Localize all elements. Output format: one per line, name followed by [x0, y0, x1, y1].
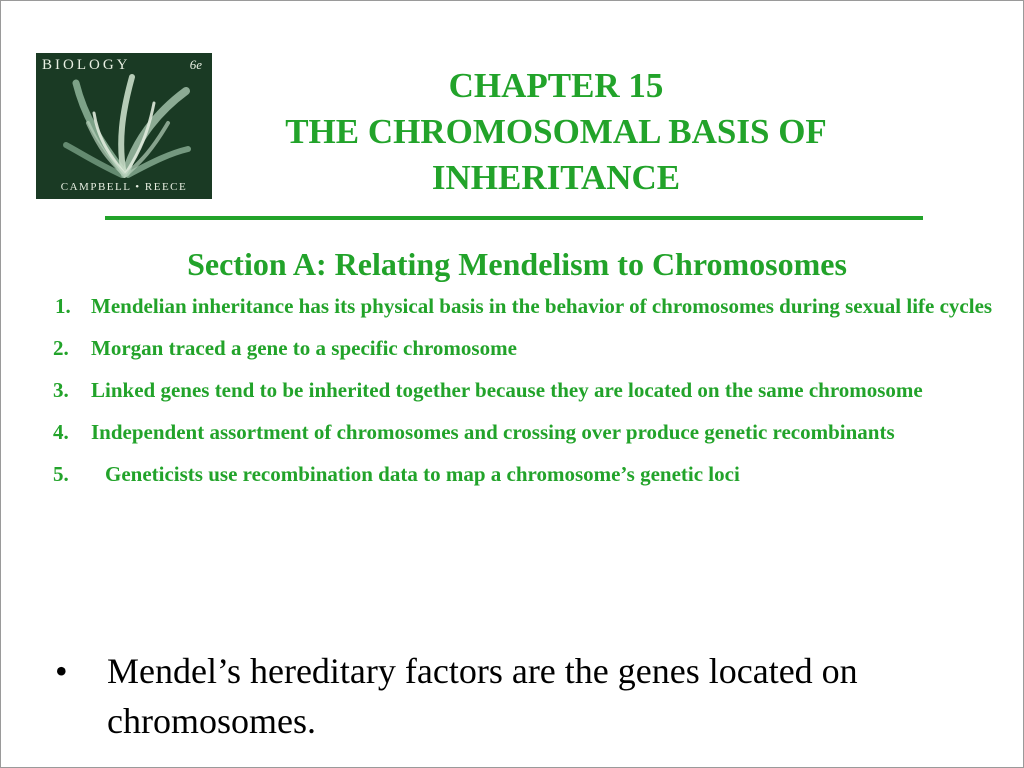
outline-item-text: Mendelian inheritance has its physical basis in the behavior of chromosomes during sexual life cycles: [91, 294, 993, 318]
bullet-point: [53, 646, 1013, 746]
bullet-text: Mendel’s hereditary factors are the genes located on chromosomes.: [107, 651, 858, 741]
chapter-title-line-1: CHAPTER 15: [448, 66, 664, 105]
outline-item-text: Independent assortment of chromosomes and crossing over produce genetic recombinants: [91, 420, 895, 444]
chapter-title-line-2: THE CHROMOSOMAL BASIS OF: [285, 112, 827, 151]
outline-item: [53, 453, 1013, 495]
outline-item-number: 3.: [53, 378, 69, 402]
outline-item: [53, 411, 1013, 453]
chapter-title: [231, 63, 881, 201]
outline-item: [53, 327, 1013, 369]
logo-authors: CAMPBELL • REECE: [60, 181, 188, 193]
outline-item-number: 5.: [53, 462, 69, 486]
section-heading: Section A: Relating Mendelism to Chromosomes: [187, 246, 847, 282]
outline-item-number: 1.: [55, 294, 71, 318]
title-divider: [105, 216, 923, 220]
outline-item-number: 4.: [53, 420, 69, 444]
plant-leaves-icon: [36, 53, 212, 199]
biology-book-logo: [36, 53, 212, 199]
chapter-title-line-3: INHERITANCE: [431, 158, 681, 197]
section-outline: [53, 285, 1013, 495]
outline-item: [53, 285, 1013, 327]
outline-item-number: 2.: [53, 336, 69, 360]
outline-item-text: Morgan traced a gene to a specific chromosome: [91, 336, 517, 360]
outline-item-text: Geneticists use recombination data to map a chromosome’s genetic loci: [105, 462, 740, 486]
outline-item-text: Linked genes tend to be inherited together because they are located on the same chromosome: [91, 378, 923, 402]
outline-item: [53, 369, 1013, 411]
logo-edition: 6e: [189, 57, 202, 72]
bullet-marker: •: [55, 651, 68, 691]
logo-title: BIOLOGY: [42, 57, 131, 73]
